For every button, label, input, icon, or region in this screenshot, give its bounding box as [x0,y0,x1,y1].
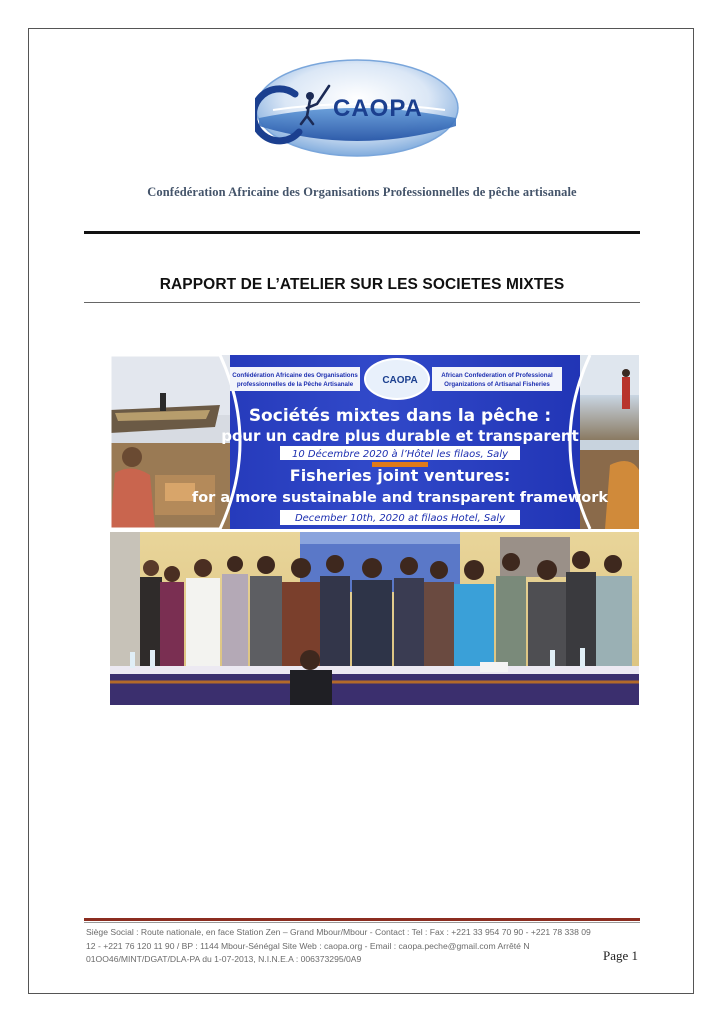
banner-headline-en-2: for a more sustainable and transparent framework [191,490,609,506]
logo-text: CAOPA [333,95,423,122]
document-title: RAPPORT DE L’ATELIER SUR LES SOCIETES MIXTES [159,276,565,293]
header-rule [84,231,640,234]
banner-logo-text: CAOPA [382,375,418,386]
banner-org-fr-line1: Confédération Africaine des Organisations [232,372,358,379]
banner-headline-fr-1: Sociétés mixtes dans la pêche : [248,406,552,426]
banner-headline-en-1: Fisheries joint ventures: [289,466,511,485]
page-number: Page 1 [602,948,638,963]
banner-headline-fr-2: pour un cadre plus durable et transparent [221,427,579,445]
banner-org-en-line1: African Confederation of Professional [441,372,553,379]
banner-date-fr: 10 Décembre 2020 à l’Hôtel les filaos, Saly [291,449,509,460]
caopa-logo [255,58,460,158]
title-rule [84,302,640,303]
banner-org-en-line2: Organizations of Artisanal Fisheries [444,381,550,388]
footer-rule-grey [84,922,640,923]
cover-image [110,355,639,705]
banner-org-fr-line2: professionnelles de la Pêche Artisanale [236,381,354,388]
footer-rule-red [84,918,640,921]
organization-name: Confédération Africaine des Organisations Professionnelles de pêche artisanale [147,185,577,199]
event-banner [110,355,639,529]
fisherman-logo-icon [255,58,460,158]
banner-date-en: December 10th, 2020 at filaos Hotel, Saly [294,513,506,524]
group-photo [110,532,639,705]
footer-contact: Siège Social : Route nationale, en face Station Zen – Grand Mbour/Mbour - Contact : Tel : Fax : +221 33 954 70 90 - +221 78 338 09 12 - +221 76 120 11 90 / BP : 1144 Mbour-Sénégal Site Web : caopa.org - Email : caopa.peche@gmail.com Arrêté N 01OO46/MINT/DGAT/DLA-PA du 1-07-2013, N.I.N.E.A : 006373295/0A9 [86,927,591,964]
